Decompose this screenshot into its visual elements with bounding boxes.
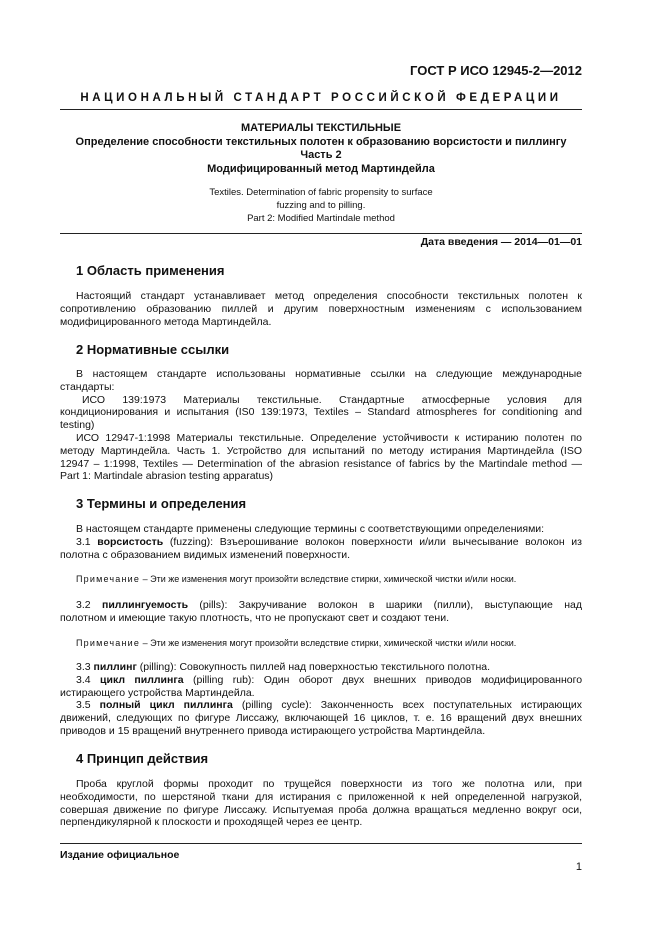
text-line: перпендикулярной к плоскости и проходящей через ее центр. <box>60 816 363 829</box>
section-2-paragraph <box>60 368 582 483</box>
title-block <box>60 122 582 176</box>
text-line: методу Мартиндейла. Часть 1. Устройство для испытаний по методу истирания Мартиндейла (ISO <box>60 444 582 457</box>
note-2 <box>76 638 516 648</box>
term-number: 3.3 <box>76 661 91 673</box>
date-rule <box>60 233 582 234</box>
note-text: – Эти же изменения могут произойти вследствие стирки, химической чистки и/или носки. <box>140 638 517 648</box>
note-text: – Эти же изменения могут произойти вследствие стирки, химической чистки и/или носки. <box>140 574 517 584</box>
text-line: testing) <box>60 419 95 432</box>
text-line: модифицированного метода Мартиндейла. <box>60 315 272 328</box>
page-number: 1 <box>575 861 582 873</box>
text-line: Настоящий стандарт устанавливает метод определения способности текстильных полотен к <box>76 290 582 302</box>
definition-3-1 <box>60 536 582 549</box>
text-line: сопротивлению образованию пиллей и другим поверхностным изменениям с использованием <box>60 302 582 315</box>
text-line: ИСО 139:1973 Материалы текстильные. Стандартные атмосферные условия для <box>82 393 582 406</box>
text-line: В настоящем стандарте использованы нормативные ссылки на следующие международные <box>76 368 582 380</box>
text-line: стандарты: <box>60 380 115 393</box>
term-number: 3.2 <box>76 599 91 611</box>
text-line: 12947 – 1:1998, Textiles — Determination of the abrasion resistance of fabrics by the Martindale method — <box>60 457 582 470</box>
text-line: необходимости, по шерстяной ткани для истирания с приложенной к ней определенной нагрузкой, <box>60 790 582 803</box>
text-line: полотна с образованием видимых изменений поверхности. <box>60 548 351 561</box>
term-text: (pills): Закручивание волокон в шарики (пилли), выступающие над <box>199 599 582 611</box>
term-name: пиллинг <box>93 661 137 673</box>
term-number: 3.1 <box>76 535 91 548</box>
note-label: Примечание <box>76 638 141 648</box>
text-line: В настоящем стандарте применены следующие термины с соответствующими определениями: <box>76 523 545 535</box>
title-line-1: МАТЕРИАЛЫ ТЕКСТИЛЬНЫЕ <box>240 122 402 134</box>
english-title-line-1: Textiles. Determination of fabric propensity to surface <box>209 187 433 198</box>
definition-3-4 <box>60 674 582 687</box>
term-number: 3.5 <box>76 699 91 712</box>
section-3-definitions-a <box>60 523 582 561</box>
term-name: цикл пиллинга <box>100 673 184 686</box>
title-line-2: Определение способности текстильных полотен к образованию ворсистости и пиллингу <box>75 135 567 148</box>
term-text: (pilling cycle): Законченность всех поступательных истирающих <box>241 699 582 712</box>
official-edition-label: Издание официальное <box>60 849 180 861</box>
note-label: Примечание <box>76 574 141 584</box>
text-line: ИСО 12947-1:1998 Материалы текстильные. Определение устойчивости к истиранию полотен по <box>76 431 582 444</box>
section-3-definitions-c <box>60 661 582 738</box>
term-name: пиллингуемость <box>101 599 189 611</box>
note-1 <box>76 574 516 584</box>
text-line: кондиционирования и испытания (IS0 139:1973, Textiles – Standard atmospheres for conditioning and <box>60 406 582 419</box>
term-number: 3.4 <box>76 673 91 686</box>
title-line-4: Модифицированный метод Мартиндейла <box>207 162 435 175</box>
section-3-heading: 3 Термины и определения <box>76 496 247 511</box>
banner-rule <box>60 109 582 110</box>
definition-3-5 <box>60 699 582 712</box>
text-line: совершая движение по фигуре Лиссажу. Испытуемая проба должна вращаться медленно вокруг оси, <box>60 803 582 816</box>
section-4-heading: 4 Принцип действия <box>76 751 209 766</box>
title-line-3: Часть 2 <box>300 149 342 161</box>
section-1-paragraph <box>60 290 582 328</box>
standard-banner: НАЦИОНАЛЬНЫЙ СТАНДАРТ РОССИЙСКОЙ ФЕДЕРАЦИИ <box>80 92 562 104</box>
standard-code: ГОСТ Р ИСО 12945-2—2012 <box>410 63 582 78</box>
term-text: (pilling): Совокупность пиллей над поверхностью текстильного полотна. <box>139 661 491 673</box>
footer-rule <box>60 843 582 844</box>
english-title-line-3: Part 2: Modified Martindale method <box>247 213 395 225</box>
text-line: движений, следующих по фигуре Лиссажу, включающей 16 циклов, т. е. 16 вращений двух внешних <box>60 712 582 725</box>
introduction-date: Дата введения — 2014—01—01 <box>420 236 582 248</box>
english-title-line-2: fuzzing and to pilling. <box>276 200 366 212</box>
section-2-heading: 2 Нормативные ссылки <box>76 342 230 357</box>
section-3-definitions-b <box>60 599 582 625</box>
english-title-block <box>60 186 582 226</box>
term-text: (pilling rub): Один оборот двух внешних приводов модифицированного <box>192 673 583 686</box>
text-line: полотном и имеющие такую плотность, что не пропускают свет и создают тени. <box>60 611 449 624</box>
text-line: Part 1: Martindale abrasion testing apparatus) <box>60 470 274 483</box>
section-4-paragraph <box>60 778 582 829</box>
text-line: истирающего устройства Мартиндейла. <box>60 686 255 699</box>
section-1-heading: 1 Область применения <box>76 263 225 278</box>
definition-3-2 <box>60 599 582 612</box>
term-text: (fuzzing): Взъерошивание волокон поверхности и/или вычесывание волокон из <box>169 535 582 548</box>
definition-3-3 <box>60 661 582 674</box>
text-line: Проба круглой формы проходит по трущейся поверхности из того же полотна или, при <box>76 778 582 790</box>
text-line: приводов и 15 вращений внутреннего привода истирающего устройства Мартиндейла. <box>60 724 486 737</box>
term-name: полный цикл пиллинга <box>99 699 233 712</box>
term-name: ворсистость <box>97 535 164 548</box>
